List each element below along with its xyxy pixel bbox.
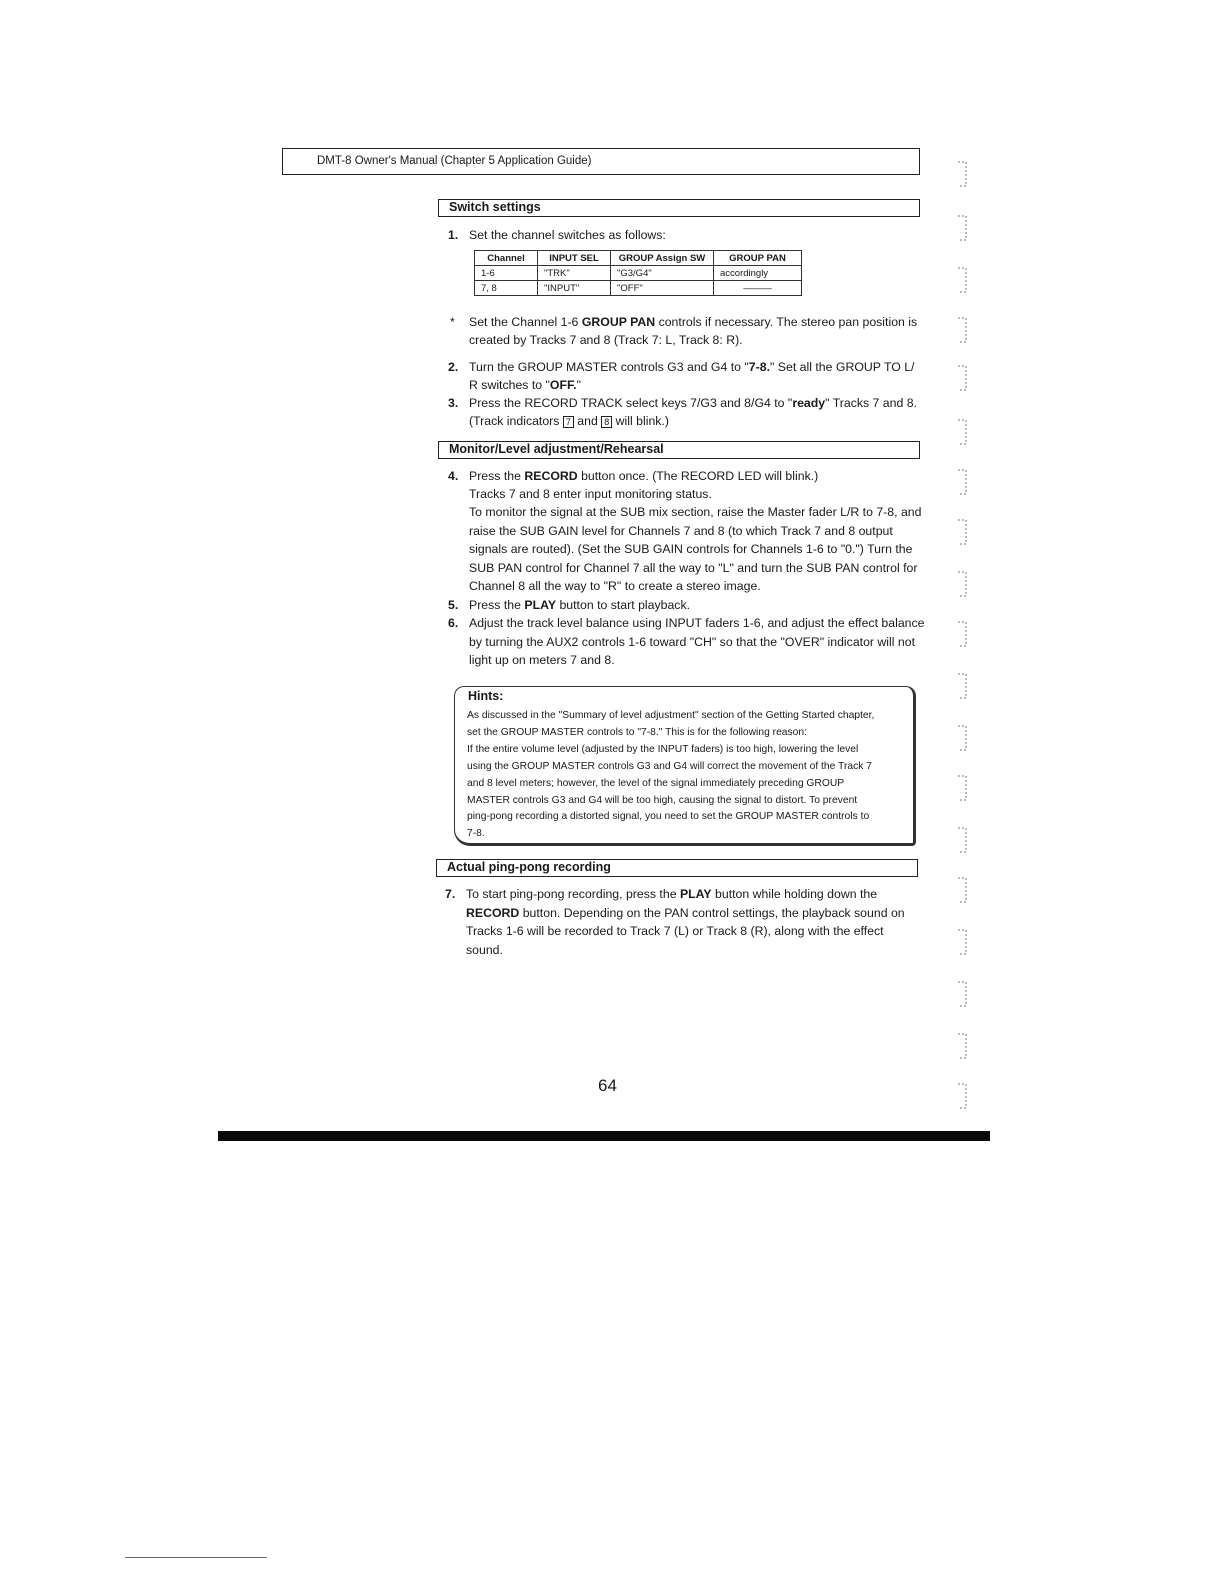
binding-marks (952, 158, 976, 1118)
step-7-line: sound. (466, 943, 503, 957)
step-4-text: Press the RECORD button once. (The RECORD LED will blink.) (469, 469, 819, 483)
binding-mark (958, 726, 966, 750)
step-4-line: To monitor the signal at the SUB mix section, raise the Master fader L/R to 7-8, and (469, 505, 922, 519)
track-indicator-7: 7 (563, 416, 574, 428)
step-3-text-line2: (Track indicators 7 and 8 will blink.) (469, 414, 669, 428)
table-header-cell: INPUT SEL (538, 251, 611, 266)
binding-mark (958, 162, 966, 186)
page-number: 64 (598, 1076, 617, 1095)
bullet-text: Set the Channel 1-6 GROUP PAN controls if necessary. The stereo pan position is (469, 315, 918, 329)
binding-mark (958, 520, 966, 544)
hints-text (467, 708, 911, 843)
binding-mark (958, 622, 966, 646)
table-header-cell: GROUP PAN (714, 251, 802, 266)
binding-mark (958, 572, 966, 596)
bullet-mark: * (450, 315, 455, 329)
step-4-line: SUB PAN control for Channel 7 all the way to "L" and turn the SUB PAN control for (469, 561, 918, 575)
step-number: 6. (448, 616, 459, 630)
hints-line: As discussed in the "Summary of level adjustment" section of the Getting Started chapter, (467, 710, 875, 721)
hints-line: 7-8. (467, 828, 485, 840)
step-6-line: light up on meters 7 and 8. (469, 653, 615, 667)
step-4-line: Channel 8 all the way to "R" to create a stereo image. (469, 579, 761, 593)
table-header-cell: GROUP Assign SW (611, 251, 714, 266)
hints-line: If the entire volume level (adjusted by the INPUT faders) is too high, lowering the level (467, 743, 859, 755)
binding-mark (958, 982, 966, 1006)
binding-mark (958, 420, 966, 444)
step-number: 7. (445, 887, 456, 901)
binding-mark (958, 216, 966, 240)
step-4-line: Tracks 7 and 8 enter input monitoring status. (469, 487, 712, 501)
scan-line (125, 1557, 267, 1558)
table-row (475, 281, 802, 296)
hints-line: MASTER controls G3 and G4 will be too high, causing the signal to distort. To prevent (467, 794, 858, 806)
hints-line: and 8 level meters; however, the level of the signal immediately preceding GROUP (467, 777, 845, 789)
step-2-text: Turn the GROUP MASTER controls G3 and G4 to "7-8." Set all the GROUP TO L/ (469, 360, 915, 374)
hints-line: ping-pong recording a distorted signal, you need to set the GROUP MASTER controls to (467, 811, 870, 823)
step-number: 1. (448, 228, 459, 242)
track-indicator-8: 8 (601, 416, 612, 428)
step-number: 4. (448, 469, 459, 483)
step-5-text: Press the PLAY button to start playback. (469, 598, 691, 612)
table-cell: accordingly (714, 266, 802, 281)
table-cell: 1-6 (475, 266, 538, 281)
step-6-line: Adjust the track level balance using INPUT faders 1-6, and adjust the effect balance (469, 616, 925, 630)
step-6-line: by turning the AUX2 controls 1-6 toward "CH" so that the "OVER" indicator will not (469, 635, 916, 649)
step-7-line: Tracks 1-6 will be recorded to Track 7 (L) or Track 8 (R), along with the effect (466, 924, 884, 938)
binding-mark (958, 828, 966, 852)
binding-mark (958, 366, 966, 390)
table-header-cell: Channel (475, 251, 538, 266)
running-header: DMT-8 Owner's Manual (Chapter 5 Application Guide) (282, 148, 920, 175)
hints-line: set the GROUP MASTER controls to "7-8." This is for the following reason: (467, 726, 807, 738)
table-cell: "G3/G4" (611, 266, 714, 281)
step-number: 3. (448, 396, 459, 410)
binding-mark (958, 1084, 966, 1108)
table-cell: "OFF" (611, 281, 714, 296)
step-7-text-line2: RECORD button. Depending on the PAN control settings, the playback sound on (466, 906, 905, 920)
table-cell: ——— (714, 281, 802, 296)
step-1-text: Set the channel switches as follows: (469, 228, 666, 242)
table-row (475, 266, 802, 281)
binding-mark (958, 318, 966, 342)
section-heading-actual-ping-pong: Actual ping-pong recording (436, 859, 918, 877)
binding-mark (958, 1034, 966, 1058)
binding-mark (958, 470, 966, 494)
table-header-row (475, 251, 802, 266)
step-7-text: To start ping-pong recording, press the PLAY button while holding down the (466, 887, 878, 901)
step-4-line: signals are routed). (Set the SUB GAIN controls for Channels 1-6 to "0.") Turn the (469, 542, 913, 556)
bullet-text-line2: created by Tracks 7 and 8 (Track 7: L, Track 8: R). (469, 333, 743, 347)
binding-mark (958, 930, 966, 954)
switch-settings-table (474, 250, 802, 296)
step-3-text: Press the RECORD TRACK select keys 7/G3 and 8/G4 to "ready" Tracks 7 and 8. (469, 396, 917, 410)
hints-title: Hints: (468, 689, 504, 703)
binding-mark (958, 878, 966, 902)
step-2-text-line2: R switches to "OFF." (469, 378, 581, 392)
bottom-rule (218, 1131, 990, 1141)
step-4-line: raise the SUB GAIN level for Channels 7 and 8 (to which Track 7 and 8 output (469, 524, 893, 538)
step-number: 2. (448, 360, 459, 374)
section-heading-switch-settings: Switch settings (438, 199, 920, 217)
step-number: 5. (448, 598, 459, 612)
binding-mark (958, 776, 966, 800)
table-cell: "INPUT" (538, 281, 611, 296)
binding-mark (958, 674, 966, 698)
table-cell: "TRK" (538, 266, 611, 281)
binding-mark (958, 268, 966, 292)
hints-line: using the GROUP MASTER controls G3 and G4 will correct the movement of the Track 7 (467, 760, 872, 772)
table-cell: 7, 8 (475, 281, 538, 296)
section-heading-monitor-level: Monitor/Level adjustment/Rehearsal (438, 441, 920, 459)
